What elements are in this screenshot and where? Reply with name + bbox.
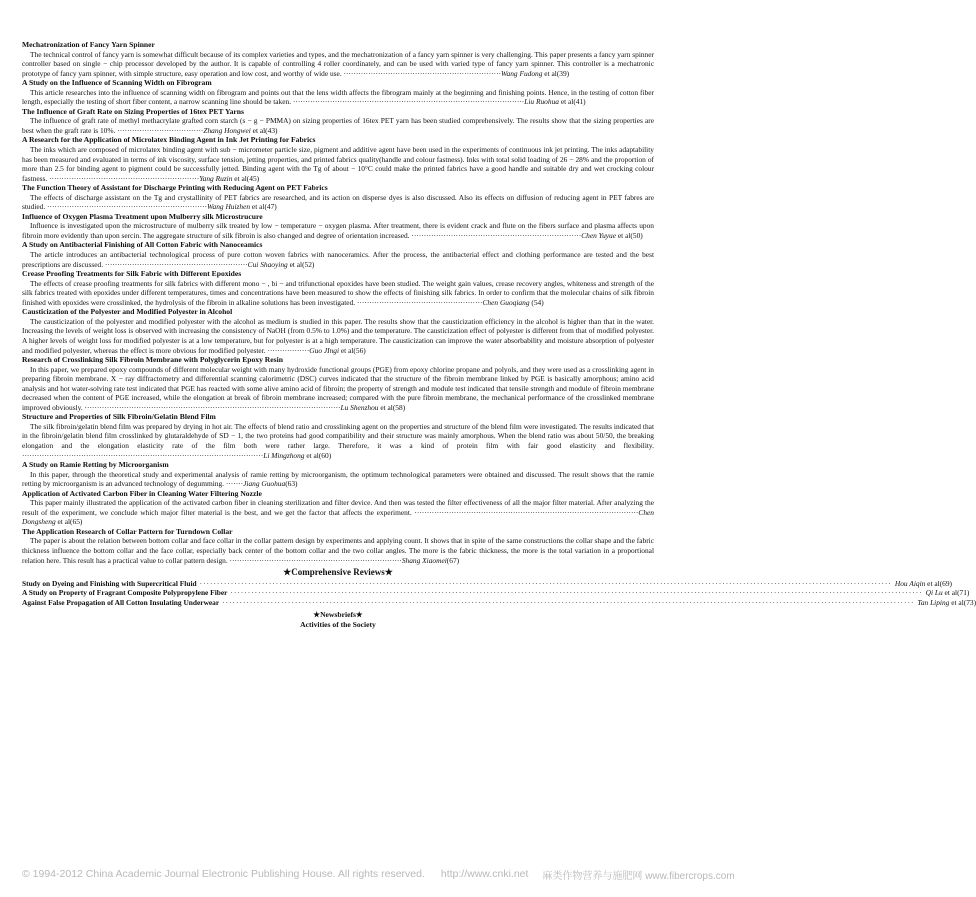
abstract-author: Chen Guoqiang [482, 297, 530, 307]
abstract-author: Cui Shaoying [247, 259, 288, 269]
page-reference: et al(39) [542, 68, 570, 78]
abstract-author: Chen Yuyue [581, 230, 617, 240]
page-reference: et al(50) [616, 230, 643, 240]
abstract-author: Wang Fudong [501, 68, 543, 78]
abstract-title: Influence of Oxygen Plasma Treatment upon Mulberry silk Microstrucure [22, 211, 263, 221]
review-author: Hou Aiqin [894, 578, 926, 588]
review-title: A Study on Property of Fragrant Composite Polypropylene Fiber [22, 588, 228, 598]
review-entry [22, 597, 976, 608]
review-ref: et al(73) [949, 597, 976, 607]
page-reference: et al(47) [250, 202, 277, 212]
abstract-body [22, 250, 654, 269]
abstract-title: Structure and Properties of Silk Fibroin/Gelatin Blend Film [22, 412, 216, 422]
abstract-body [22, 422, 654, 460]
abstract-text: The paper is about the relation between bottom collar and face collar in the collar pattern design by experiments and applying count. It shows that in spite of the same constructions the collar shape and the fabric thickness influence the bottom collar and the face collar, especially back center of the bottom collar and the two collar angles. The more is the fabric thickness, the more is the total variation in a proportional relation here. This result has a practical value to collar pattern design. ······································································ [22, 536, 654, 565]
watermark-text: 麻类作物营养与施肥网 www.fibercrops.com [542, 870, 735, 882]
abstract-entry [22, 269, 654, 307]
page-reference: et al(45) [232, 173, 260, 183]
abstract-author: Liu Ruohua [524, 97, 559, 107]
abstract-title: The Influence of Graft Rate on Sizing Properties of 16tex PET Yarns [22, 106, 244, 116]
abstract-author: Chen Dongsheng [22, 507, 654, 527]
reviews-heading: ★Comprehensive Reviews★ [283, 567, 393, 578]
abstract-entry [22, 307, 654, 355]
abstract-text: This article researches into the influence of scanning width on fibrogram and points out that the lens width affects the fibrogram mainly at the beginning and finishing points. Hence, in the testing of cotton fiber length, especially the testing of short fiber content, a narrow scanning line should be taken. ······························································································ [22, 87, 654, 107]
abstract-body [22, 536, 654, 565]
abstract-title: Mechatronization of Fancy Yarn Spinner [22, 40, 155, 49]
abstract-text: Influence is investigated upon the microstructure of mulberry silk treated by low − temperature − oxygen plasma. After treatment, there is evident crack and flute on the fibers surface and plasma affects upon fibroin more evidently than upon sercin. The aggregate structure of silk fibroin is also changed and degree of orientation increased. ····································································· [22, 221, 654, 240]
abstract-text: The influence of graft rate of methyl methacrylate grafted corn starch (s − g − PMMA) on sizing properties of 16tex PET yarn has been studied comprehensively. The results show that the sizing properties are best when the graft rate is 10%. ··································· [22, 116, 654, 135]
abstract-title: A Study on the Influence of Scanning Width on Fibrogram [22, 78, 212, 88]
page-reference: et al(52) [287, 259, 315, 269]
abstract-title: Research of Crosslinking Silk Fibroin Membrane with Polyglycerin Epoxy Resin [22, 355, 283, 365]
abstract-text: The causticization of the polyester and modified polyester with the alcohol as medium is studied in this paper. The results show that the causticization efficiency in the alcohol is higher than that in the water. Increasing the levels of weight loss is observed with increasing the consistency of NaOH (from 0.5% to 1.0%) and the temperature. The causticization effect of polyester is different from that of modified polyester. A higher levels of weight loss for modified polyester is at a low temperature, but for polyester is at a high temperature. The causticization can improve the water absorbability and moisture absorption of polyester and modified polyester, whereas the effect is more obvious for modified polyester. ················· [22, 316, 654, 355]
dot-leader: ········································································································································································································ [222, 597, 915, 607]
abstract-title: A Study on Antibacterial Finishing of All Cotton Fabric with Nanoceamics [22, 240, 263, 250]
abstract-entry [22, 240, 654, 269]
abstract-author: Shang Xiaomei [401, 555, 447, 565]
abstract-author: Zhang Hongwei [203, 125, 251, 135]
abstract-title: A Research for the Application of Microlatex Binding Agent in Ink Jet Printing for Fabrics [22, 135, 316, 145]
abstract-body [22, 317, 654, 355]
review-author: Tan Liping [917, 597, 950, 607]
page-footer [22, 866, 735, 882]
abstract-author: Lu Shenzhou [340, 402, 379, 412]
abstract-text: The silk fibroin/gelatin blend film was prepared by drying in hot air. The effects of blend ratio and crosslinking agent on the properties and structure of the blend film were investigated. The results indicated that in the fibroin/gelatin blend film crosslinked by glutaraldehyde of SD − 1, the two proteins had good compatibility and their structure was mainly amorphous. When the blend ratio was about 50/50, the breaking elongation and the elongation elasticity rate of the film both were rather large. Therefore, it was a kind of protein film with fair good elasticity and flexibility. ·································································································· [22, 421, 654, 460]
abstract-text: The effects of discharge assistant on the Tg and crystallinity of PET fabrics are researched, and its action on disperse dyes is also discussed. Also its effects on diffusion of reducing agent in PET fabres are studied. ································································· [22, 192, 654, 212]
abstract-body [22, 221, 654, 240]
abstract-entry [22, 460, 654, 489]
abstract-entry [22, 212, 654, 241]
abstract-text: The article introduces an antibacterial technological process of pure cotton woven fabrics with nanoceramics. After the process, the antibacterial effect and clothing performance are tested and the best prescriptions are discussed. ·························································· [22, 250, 654, 269]
abstract-title: The Function Theory of Assistant for Discharge Printing with Reducing Agent on PET Fabrics [22, 183, 328, 193]
abstract-body [22, 193, 654, 212]
abstract-body [22, 50, 654, 79]
abstract-entry [22, 355, 654, 412]
dot-leader: ········································································································································································································ [199, 578, 892, 588]
page-reference: et al(43) [250, 125, 278, 135]
abstract-title: Application of Activated Carbon Fiber in Cleaning Water Filtering Nozzle [22, 488, 262, 498]
review-ref: et al(71) [942, 588, 970, 598]
cnki-link[interactable]: http://www.cnki.net [440, 868, 529, 880]
abstract-author: Jiang Guohua [243, 479, 286, 489]
abstracts-page [22, 40, 976, 630]
page-reference: (67) [446, 555, 460, 565]
abstract-text: The inks which are composed of microlatex binding agent with sub − micrometer particle size, pigment and additive agent have been used in the experiments of continuous ink jet printing. The inks adaptability has been measured and evaluated in terms of ink viscosity, surface tension, jetting properties, and printed fabrics quality(handle and colour fastness). Inks with total solid loading of 26 − 28% and the proportion of more than 2.5 for binding agent to pigment could be successfully jetted. Binding agent with the Tg of about − 10°C could make the printed fabrics have a good handle and suitable dry and wet crocking colour fastness. ····························································· [22, 145, 654, 183]
abstract-entry [22, 135, 654, 183]
abstract-title: A Study on Ramie Retting by Microorganism [22, 460, 169, 470]
abstract-body [22, 145, 654, 183]
review-entry [22, 588, 970, 598]
page-reference: (63) [285, 479, 298, 489]
abstract-entry [22, 183, 654, 212]
abstract-entry [22, 527, 654, 565]
abstract-author: Guo JIngi [309, 345, 340, 355]
abstract-body [22, 88, 654, 107]
review-author-ref [895, 579, 952, 589]
review-author-ref [926, 588, 970, 598]
abstract-entry [22, 78, 654, 107]
abstract-text: In this paper, we prepared epoxy compounds of different molecular weight with many hydroxide functional groups (PGE) from epoxy chlorine propane and polyols, and they were used as a crosslinking agent in preparing fibroin membrane. X − ray diffractometry and differential scanning calorimetric (DSC) curves indicated that the structure of the fibroin membrane linked by PGE is basically amorphous; amino acid analysis and hot water-solving rate test indicated that PGE has reacted with some alive amino acid of fibroin; the property of strength and module test indicated that tensile strength and module of fibroin membrane decreased when the content of PGE increased, while the elongation at break of fibroin membrane increased; compared with the pure fibroin membrane, the mechanical performance of the crosslinked membrane improved obviously. ········································································································ [22, 364, 654, 412]
page-reference: et al(58) [378, 402, 406, 412]
abstract-body [22, 365, 654, 413]
abstract-entry [22, 40, 654, 78]
society-label: Activities of the Society [300, 620, 376, 630]
abstract-text: This paper mainly illustrated the application of the activated carbon fiber in cleaning sterilization and filter device. And then was tested the filter effectiveness of all the major filter material. After analyzing the result of the experiment, we conclude which major filter material is the best, and we get the factor that affects the experiment. ··························································································· [22, 498, 654, 517]
abstract-entry [22, 489, 654, 527]
page-reference: et al(56) [339, 345, 366, 355]
review-author-ref [917, 598, 976, 608]
abstract-author: Wang Huizhen [207, 202, 251, 212]
abstract-body [22, 279, 654, 308]
review-author: Qi Lu [925, 588, 943, 598]
abstract-title: Causticization of the Polyester and Modified Polyester in Alcohol [22, 307, 233, 317]
abstract-text: The effects of crease proofing treatments for silk fabrics with different mono − , bi − and trifunctional epoxides have been studied. The weight gain values, crease recovery angles, whiteness and strength of the silk fabrics treated with epoxides under different temperatures, times and concentrations have been measured to show the effects of finishing silk fabrics. In order to confirm that the molecular chains of silk fibroin finished with epoxides were crosslinked, the hydrolysis of the fibroin in alkaline solutions has been investigated. ··················································· [22, 278, 654, 307]
abstract-entry [22, 107, 654, 136]
review-entry [22, 578, 953, 589]
abstract-author: Yang Ruzin [199, 173, 233, 183]
abstract-author: Li Mingzhong [263, 450, 305, 460]
page-reference: et al(41) [558, 97, 586, 107]
abstract-title: The Application Research of Collar Pattern for Turndown Collar [22, 526, 233, 536]
newsbriefs-heading [22, 610, 654, 630]
dot-leader: ········································································································································································································ [230, 588, 923, 598]
page-reference: (54) [529, 297, 544, 307]
review-ref: et al(69) [925, 578, 953, 588]
abstract-title: Crease Proofing Treatments for Silk Fabric with Different Epoxides [22, 269, 242, 279]
abstract-body [22, 470, 654, 489]
abstract-body [22, 116, 654, 135]
abstract-text: In this paper, through the theoretical study and experimental analysis of ramie retting by microorganism, the optimum technological parameters were obtained and discussed. The result shows that the ramie retting by microorganism is an advanced technology of degumming. ······· [22, 469, 654, 489]
review-title: Study on Dyeing and Finishing with Supercritical Fluid [22, 578, 197, 588]
page-reference: et al(60) [304, 450, 332, 460]
review-title: Against False Propagation of All Cotton Insulating Underwear [22, 597, 220, 607]
copyright-notice: © 1994-2012 China Academic Journal Electronic Publishing House. All rights reserved. [22, 868, 425, 880]
abstract-body [22, 498, 654, 527]
page-reference: et al(65) [55, 517, 83, 527]
abstract-entry [22, 412, 654, 460]
abstract-text: The technical control of fancy yarn is somewhat difficult because of its complex varieties and types, and the mechatronization of a fancy yarn spinner is very challenging. This paper presents a fancy yarn spinner controller based on single − chip processor developed by the author. It is capable of controlling 4 roller coordinately, and can be used with varied type of fancy yarn spinner. This controller is a mechatronic prototype of fancy yarn spinner, with simple structure, easy operation and low cost, and worthy of wide use. ································································ [22, 49, 654, 78]
newsbriefs-label: ★Newsbriefs★ [313, 610, 363, 620]
